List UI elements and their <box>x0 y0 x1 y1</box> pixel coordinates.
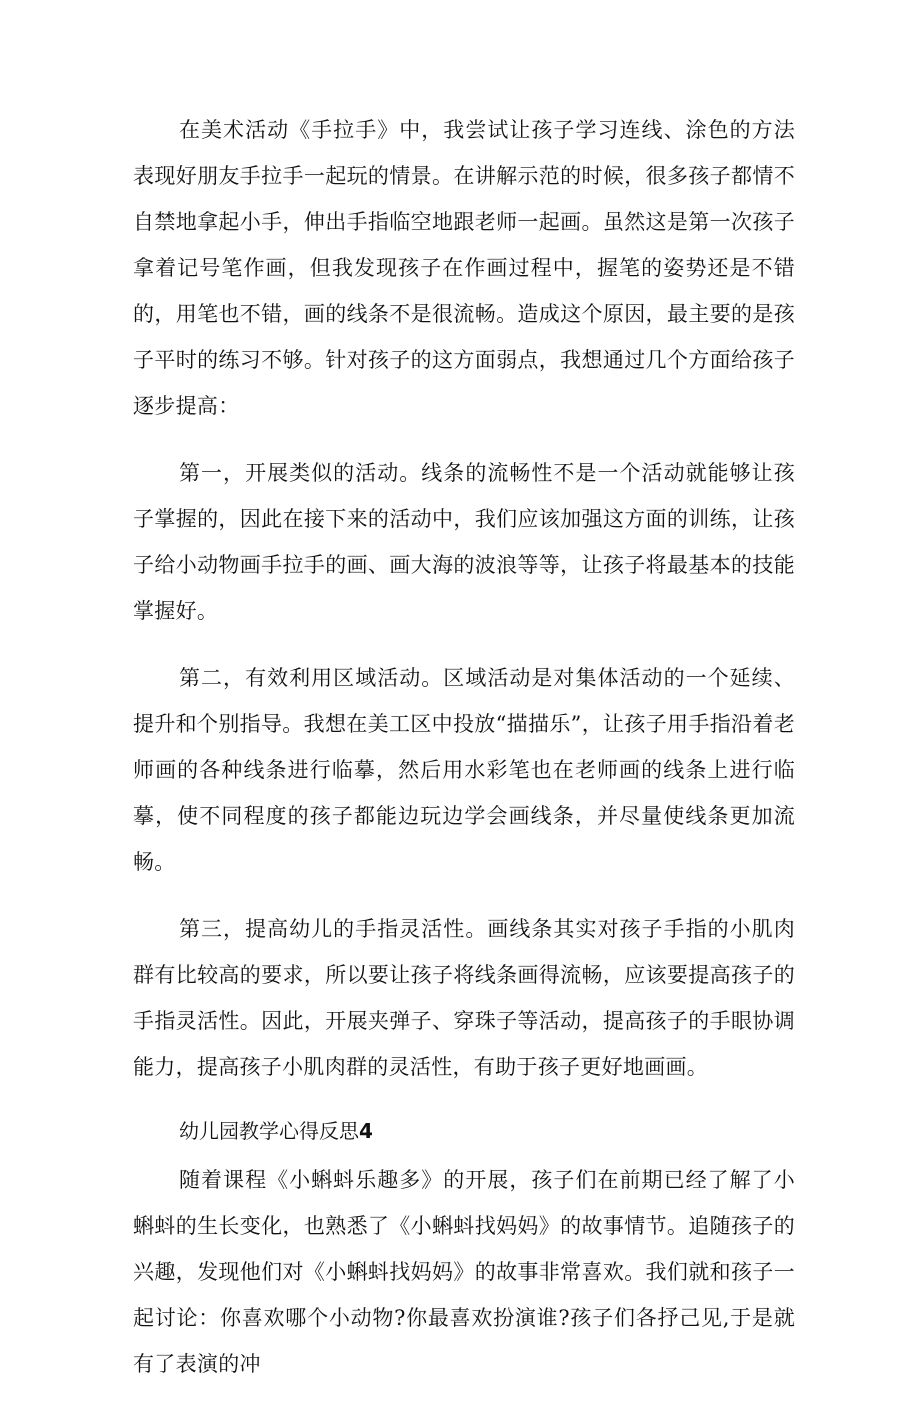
section-heading-number: 4 <box>359 1119 373 1143</box>
section-heading-text: 幼儿园教学心得反思 <box>179 1119 359 1143</box>
paragraph-third-point: 第三，提高幼儿的手指灵活性。画线条其实对孩子手指的小肌肉群有比较高的要求，所以要让孩子将线条画得流畅，应该要提高孩子的手指灵活性。因此，开展夹弹子、穿珠子等活动，提高孩子的手眼协调能力，提高孩子小肌肉群的灵活性，有助于孩子更好地画画。 <box>133 917 795 1079</box>
document-body <box>133 107 795 1408</box>
section-heading <box>133 1111 795 1151</box>
paragraph-first-point: 第一，开展类似的活动。线条的流畅性不是一个活动就能够让孩子掌握的，因此在接下来的活动中，我们应该加强这方面的训练，让孩子给小动物画手拉手的画、画大海的波浪等等，让孩子将最基本的技能掌握好。 <box>133 461 795 623</box>
paragraph-second-point: 第二，有效利用区域活动。区域活动是对集体活动的一个延续、提升和个别指导。我想在美工区中投放“描描乐”，让孩子用手指沿着老师画的各种线条进行临摹，然后用水彩笔也在老师画的线条上进行临摹，使不同程度的孩子都能边玩边学会画线条，并尽量使线条更加流畅。 <box>133 666 795 874</box>
paragraph-intro: 在美术活动《手拉手》中，我尝试让孩子学习连线、涂色的方法表现好朋友手拉手一起玩的情景。在讲解示范的时候，很多孩子都情不自禁地拿起小手，伸出手指临空地跟老师一起画。虽然这是第一次孩子拿着记号笔作画，但我发现孩子在作画过程中，握笔的姿势还是不错的，用笔也不错，画的线条不是很流畅。造成这个原因，最主要的是孩子平时的练习不够。针对孩子的这方面弱点，我想通过几个方面给孩子逐步提高： <box>133 118 795 418</box>
paragraph-tadpole: 随着课程《小蝌蚪乐趣多》的开展，孩子们在前期已经了解了小蝌蚪的生长变化，也熟悉了《小蝌蚪找妈妈》的故事情节。追随孩子的兴趣，发现他们对《小蝌蚪找妈妈》的故事非常喜欢。我们就和孩子一起讨论：你喜欢哪个小动物?你最喜欢扮演谁?孩子们各抒己见,于是就有了表演的冲 <box>133 1168 795 1376</box>
